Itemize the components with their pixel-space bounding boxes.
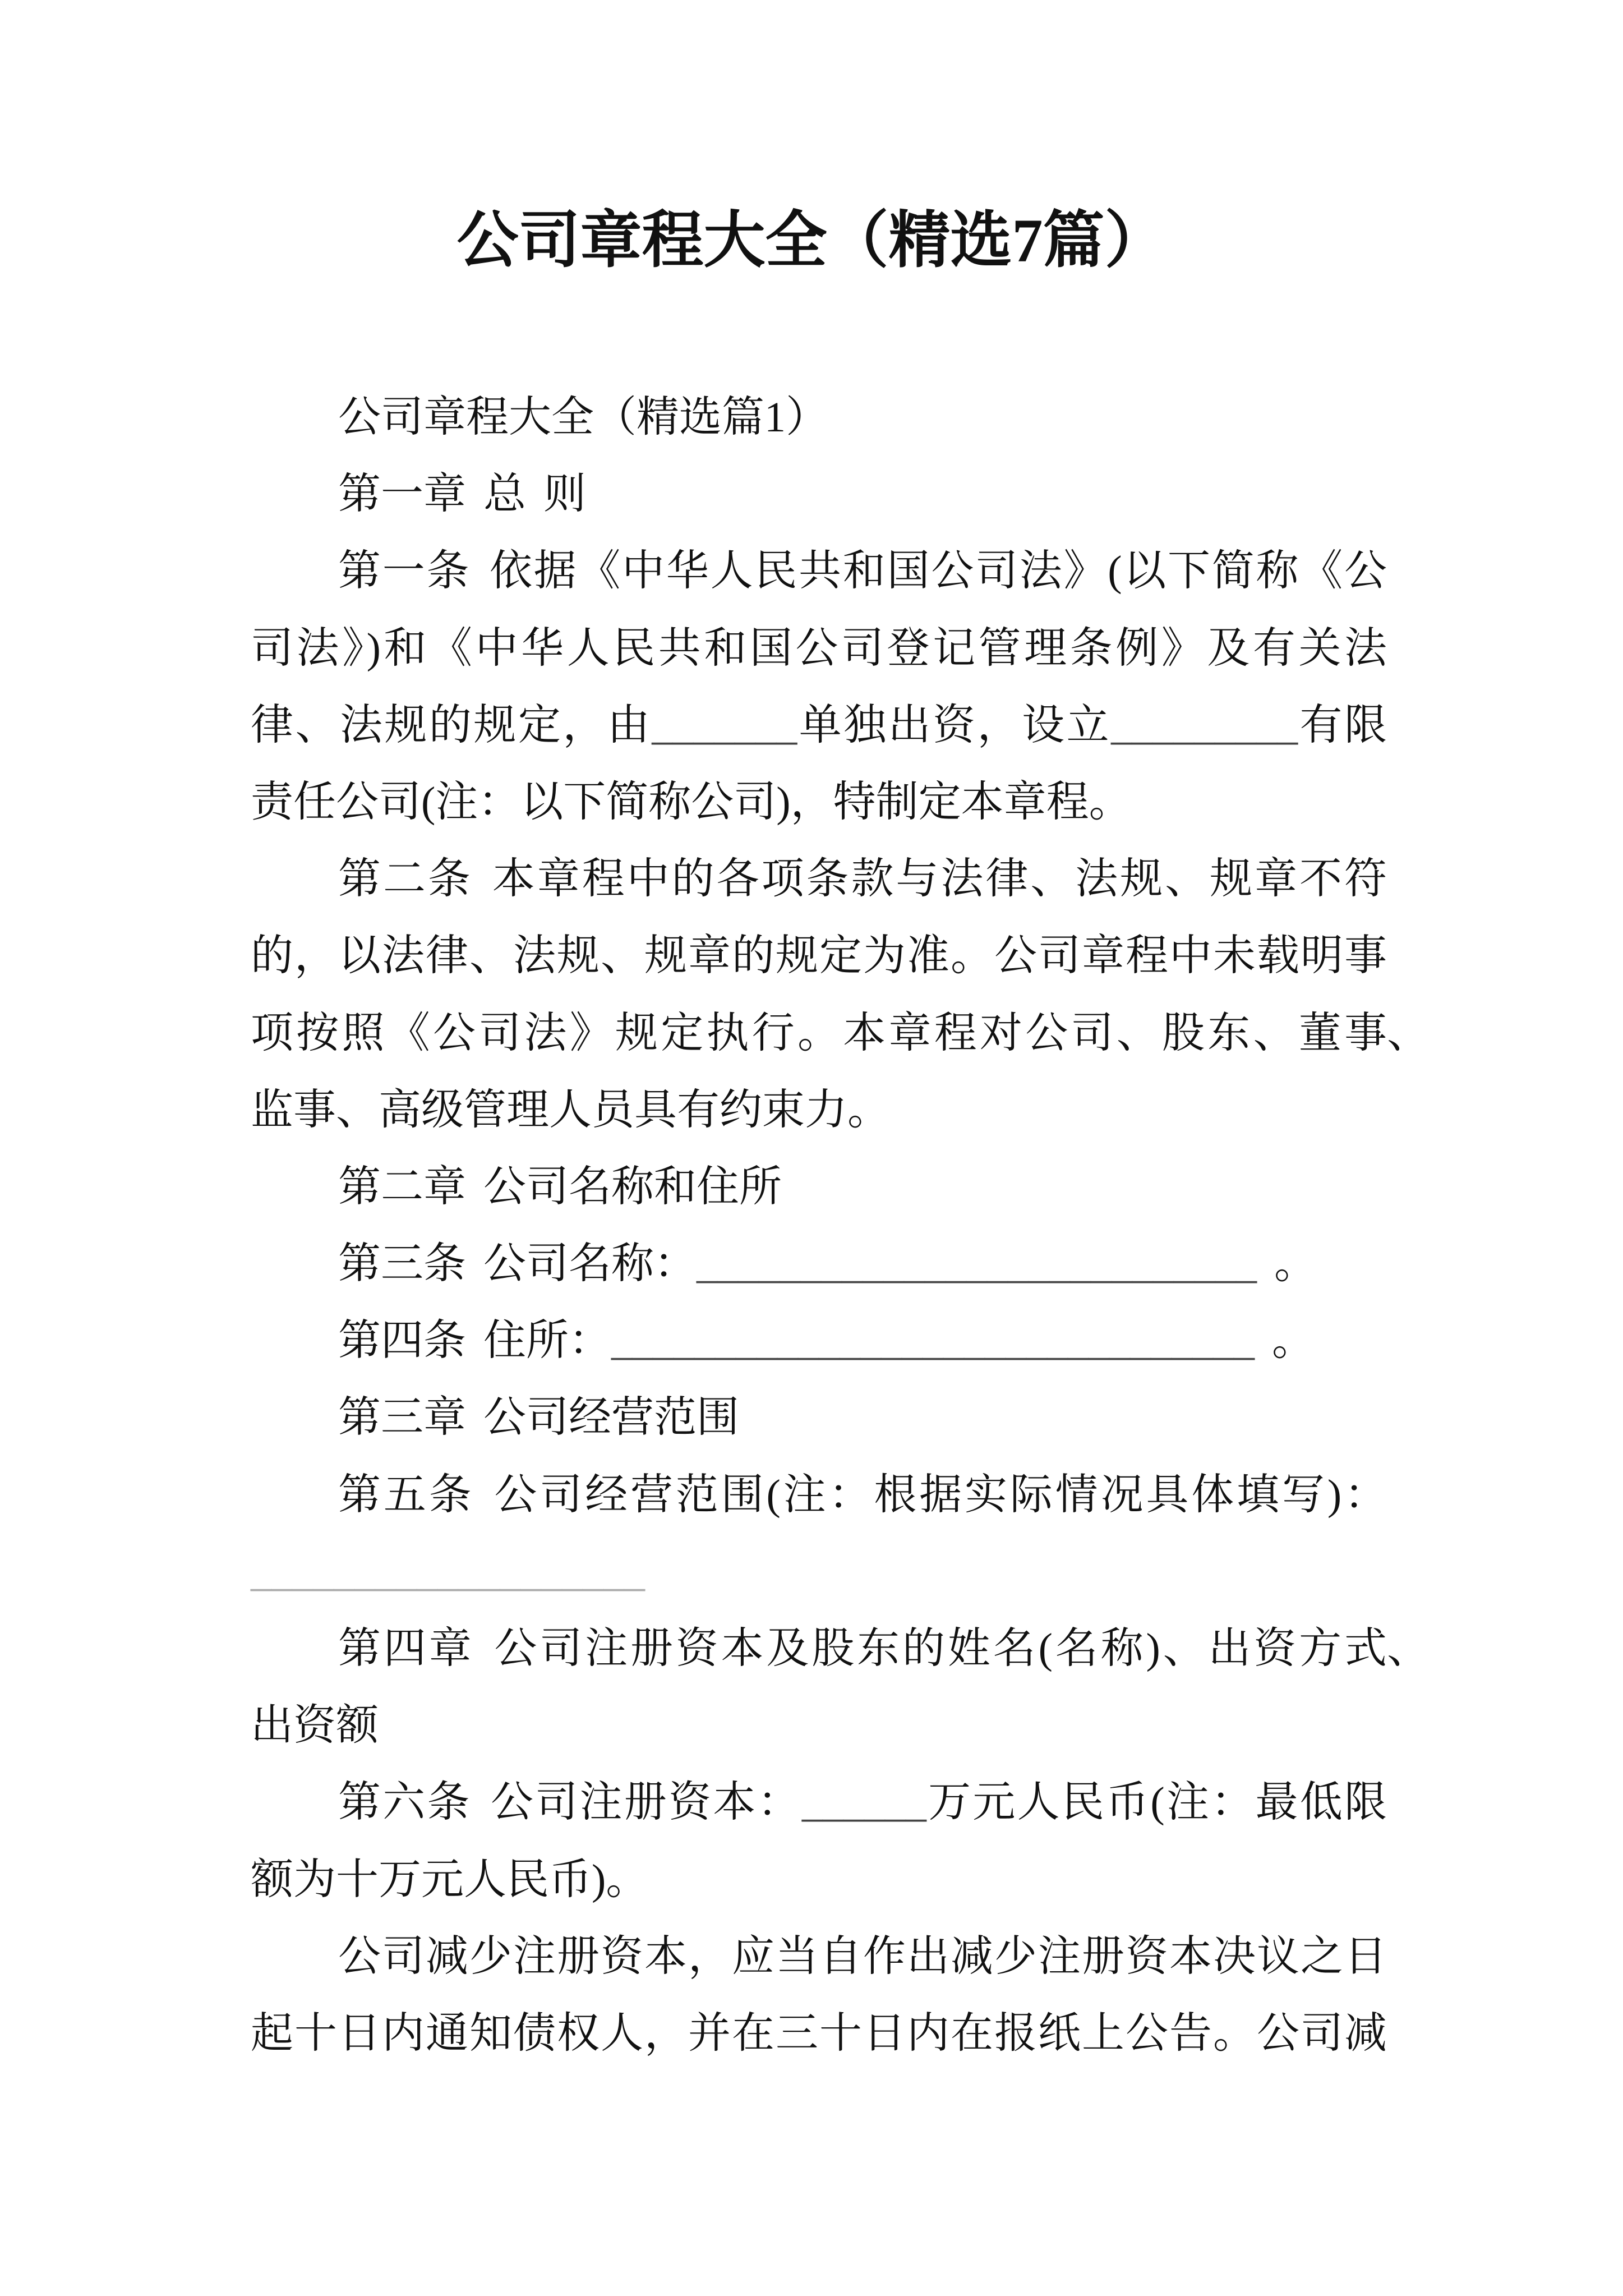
address-blank: _______________________________	[611, 1318, 1255, 1365]
article-6-text: 第六条 公司注册资本：	[338, 1779, 802, 1826]
article-2-line: 的，以法律、法规、规章的规定为准。公司章程中未载明事	[251, 932, 1387, 980]
chapter-4-heading: 出资额	[251, 1702, 379, 1750]
article-2-line: 第二条 本章程中的各项条款与法律、法规、规章不符	[338, 855, 1387, 903]
paragraph-line: 公司减少注册资本，应当自作出减少注册资本决议之日	[338, 1932, 1387, 1980]
investor-blank: _______	[652, 702, 797, 749]
article-1-text: 有限	[1298, 701, 1387, 749]
article-4-period: 。	[1255, 1317, 1315, 1365]
section-title: 公司章程大全（精选篇1）	[338, 394, 828, 441]
article-6-line	[251, 1764, 1387, 1841]
hanging-punctuation: 、	[1387, 1009, 1430, 1057]
chapter-3-heading: 第三章 公司经营范围	[338, 1394, 739, 1442]
chapter-2-heading: 第二章 公司名称和住所	[338, 1163, 782, 1211]
article-1-text: 单独出资，设立	[797, 701, 1112, 749]
article-3-text: 第三条 公司名称：	[338, 1240, 697, 1288]
article-1-line: 司法》)和《中华人民共和国公司登记管理条例》及有关法	[251, 624, 1387, 672]
article-6-text: 万元人民币(注：最低限	[926, 1779, 1387, 1826]
chapter-4-heading	[251, 1611, 1430, 1687]
article-3-line	[251, 1226, 1387, 1303]
document-body	[251, 379, 1430, 2072]
article-5-line	[251, 1534, 1387, 1611]
paragraph-line: 起十日内通知债权人，并在三十日内在报纸上公告。公司减	[251, 2009, 1387, 2057]
business-scope-blank: ___________________	[251, 1549, 645, 1595]
article-3-period: 。	[1257, 1240, 1317, 1288]
document-title: 公司章程大全（精选7篇）	[457, 206, 1166, 275]
article-6-line: 额为十万元人民币)。	[251, 1856, 649, 1903]
article-2-line	[251, 995, 1430, 1072]
article-4-text: 第四条 住所：	[338, 1317, 611, 1365]
article-1-text: 律、法规的规定，由	[251, 701, 652, 749]
article-1-line: 第一条 依据《中华人民共和国公司法》(以下简称《公	[338, 547, 1387, 595]
article-1-line	[251, 687, 1387, 764]
company-name-field-blank: ___________________________	[697, 1241, 1257, 1288]
registered-capital-blank: ______	[801, 1780, 926, 1826]
article-5-line: 第五条 公司经营范围(注：根据实际情况具体填写)：	[338, 1471, 1387, 1519]
chapter-1-heading: 第一章 总 则	[338, 471, 586, 518]
hanging-punctuation: 、	[1387, 1625, 1430, 1672]
company-name-blank: _________	[1111, 702, 1298, 749]
chapter-4-heading-text: 第四章 公司注册资本及股东的姓名(名称)、出资方式	[338, 1625, 1387, 1672]
article-1-line: 责任公司(注：以下简称公司)，特制定本章程。	[251, 778, 1132, 826]
article-4-line	[251, 1303, 1387, 1379]
article-2-line: 监事、高级管理人员具有约束力。	[251, 1086, 890, 1134]
article-2-text: 项按照《公司法》规定执行。本章程对公司、股东、董事	[251, 1009, 1387, 1057]
